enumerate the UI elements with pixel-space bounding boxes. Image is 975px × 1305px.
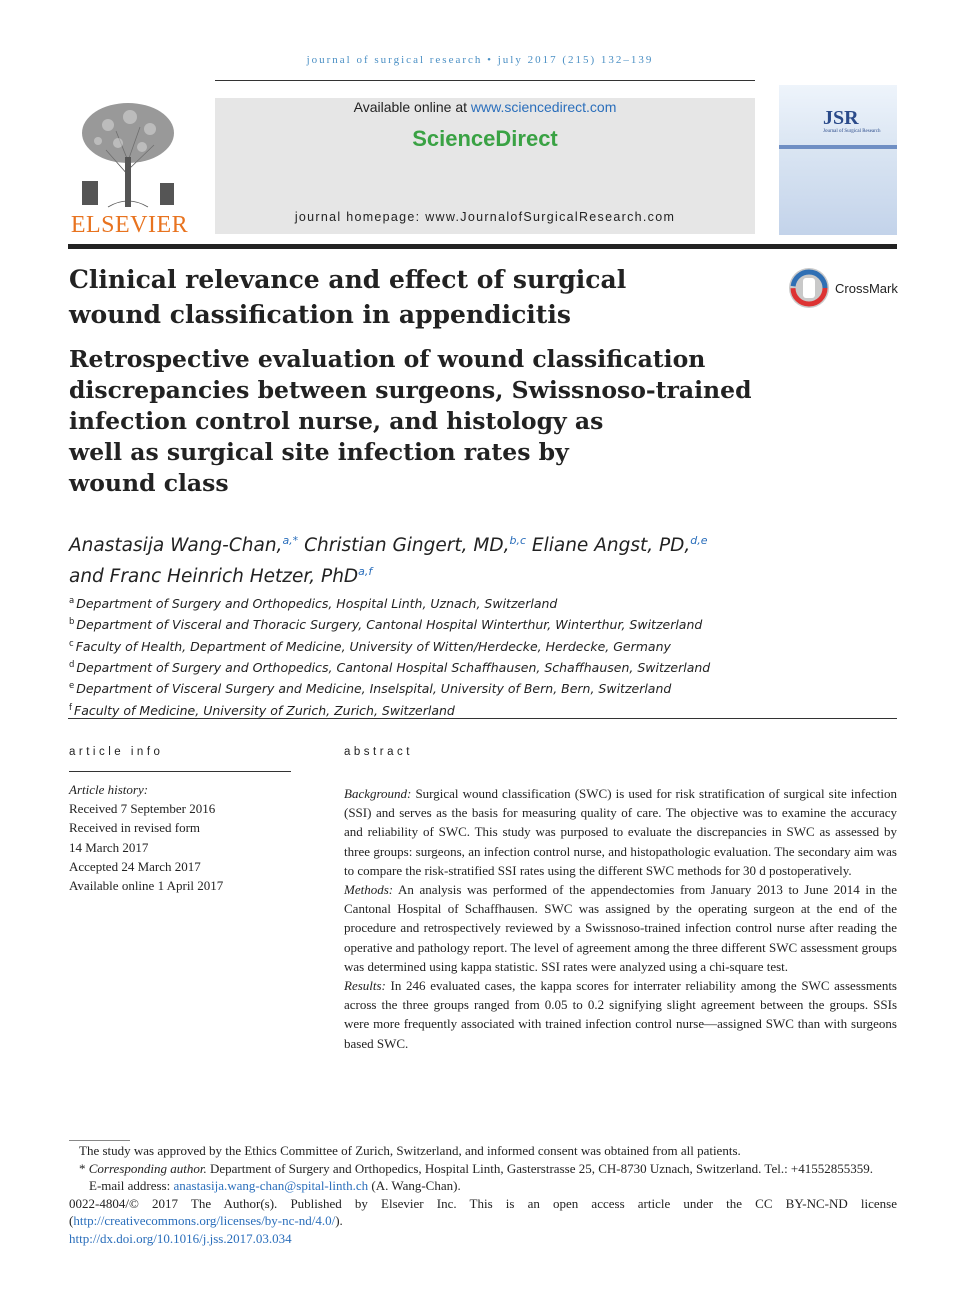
abstract-results [344, 976, 897, 1053]
abstract-background [344, 784, 897, 880]
background-text: Surgical wound classification (SWC) is used for risk stratification of surgical site infection (SSI) and serves as the basis for measuring quality of care. The objective was to examine the accuracy and reliability of SWC. This study was purposed to evaluate the discrepancies in SWC as assessed by three groups: surgeons, an infection control nurse, and histopathologic evaluation. The secondary aim was to compare the risk-stratified SSI rates using the different SWC methods for 30 d postoperatively. [344, 786, 897, 878]
section-rule [68, 718, 897, 719]
article-info-heading: article info [69, 746, 164, 758]
history-line: Received in revised form [69, 820, 201, 836]
results-label: Results: [344, 978, 386, 994]
abstract-body [344, 784, 897, 1053]
history-line: 14 March 2017 [69, 839, 149, 855]
affiliation-key: d [69, 660, 75, 671]
article-history [69, 780, 309, 895]
affiliation [69, 656, 899, 677]
article-subtitle [69, 344, 769, 499]
subtitle-line: wound class [69, 469, 229, 497]
author-list [69, 528, 869, 590]
elsevier-wordmark: ELSEVIER [70, 212, 189, 238]
corresponding-text: Department of Surgery and Orthopedics, Hospital Linth, Gasterstrasse 25, CH-8730 Uznach, Switzerland. Tel.: +41552855359. [206, 1160, 874, 1176]
journal-homepage[interactable]: journal homepage: www.JournalofSurgicalResearch.com [294, 210, 676, 224]
author-name: Anastasija Wang-Chan, [69, 535, 283, 557]
title-line-2: wound classification in appendicitis [69, 300, 571, 329]
affiliation-text: Department of Visceral and Thoracic Surgery, Cantonal Hospital Winterthur, Winterthur, Switzerland [76, 617, 703, 633]
affiliation [69, 592, 899, 613]
doi-note [69, 1230, 897, 1248]
license-suffix: ). [335, 1213, 343, 1229]
subtitle-line: discrepancies between surgeons, Swissnoso-trained [69, 376, 752, 404]
running-head: journal of surgical research • july 2017 (215) 132–139 [306, 54, 654, 66]
affiliation-key: f [69, 702, 72, 713]
author-affil-link[interactable]: a,f [358, 565, 373, 579]
cover-title: JSR [823, 107, 859, 129]
abstract-heading: abstract [344, 746, 413, 758]
cover-subtitle: Journal of Surgical Research [823, 129, 881, 134]
affiliation-key: e [69, 681, 75, 692]
subtitle-line: infection control nurse, and histology as [69, 407, 604, 435]
history-label: Article history: [69, 782, 149, 797]
corresponding-mark: * [79, 1160, 89, 1176]
email-note [69, 1177, 897, 1195]
email-label: E-mail address: [89, 1178, 174, 1194]
article-info-rule [69, 771, 291, 772]
results-text: In 246 evaluated cases, the kappa scores for interrater reliability among the SWC assessments across the three groups ranged from 0.05 to 0.2 signifying slight agreement between the groups. SSIs were more frequently associated with trained infection control nurse—assigned SWC than with surgeons based SWC. [344, 978, 897, 1051]
footnotes [69, 1142, 897, 1248]
license-note [69, 1195, 897, 1230]
history-line: Received 7 September 2016 [69, 801, 216, 817]
article-title [69, 262, 709, 332]
license-prefix: 0022-4804/© 2017 The Author(s). Published by Elsevier Inc. This is an open access article under the CC BY-NC-ND license ( [69, 1195, 897, 1229]
doi-link[interactable]: http://dx.doi.org/10.1016/j.jss.2017.03.034 [69, 1230, 292, 1246]
methods-text: An analysis was performed of the appendectomies from January 2013 to June 2014 in the Cantonal Hospital of Schaffhausen. SWC was assigned by the operating surgeon at the end of the procedure and retrospectively reviewed by a Swissnoso-trained infection control nurse after reading the operative and pathology report. The level of agreement among the three different SWC assessment groups was determined using kappa statistic. SSI rates were analyzed using a chi-square test. [344, 882, 897, 974]
author-affil-link[interactable]: a,* [282, 534, 299, 547]
email-suffix: (A. Wang-Chan). [368, 1178, 461, 1194]
masthead-rule [68, 244, 897, 249]
available-prefix: Available online at [353, 99, 471, 115]
affiliation [69, 699, 899, 720]
affiliation-list [69, 592, 899, 720]
author-name: Christian Gingert, MD, [304, 535, 510, 557]
history-line: Available online 1 April 2017 [69, 878, 224, 894]
background-label: Background: [344, 786, 412, 801]
affiliation [69, 677, 899, 698]
history-line: Accepted 24 March 2017 [69, 858, 201, 874]
affiliation-text: Faculty of Medicine, University of Zurich, Zurich, Switzerland [74, 702, 455, 718]
crossmark-label[interactable]: CrossMark [835, 281, 898, 296]
header-rule [215, 80, 755, 81]
available-online [215, 99, 755, 115]
title-line-1: Clinical relevance and effect of surgical [69, 265, 627, 294]
affiliation-text: Department of Surgery and Orthopedics, Cantonal Hospital Schaffhausen, Schaffhausen, Switzerland [76, 660, 711, 676]
corresponding-note [69, 1160, 897, 1178]
sciencedirect-brand: ScienceDirect [412, 126, 558, 151]
ethics-note: The study was approved by the Ethics Committee of Zurich, Switzerland, and informed consent was obtained from all patients. [79, 1143, 741, 1158]
sciencedirect-link[interactable]: www.sciencedirect.com [470, 99, 617, 115]
affiliation-key: c [69, 638, 74, 649]
author-name: Eliane Angst, PD, [531, 535, 691, 557]
affiliation-text: Department of Surgery and Orthopedics, Hospital Linth, Uznach, Switzerland [76, 596, 558, 612]
cover-band [779, 145, 897, 149]
author-name: and Franc Heinrich Hetzer, PhD [69, 566, 359, 588]
affiliation [69, 613, 899, 634]
subtitle-line: well as surgical site infection rates by [69, 438, 569, 466]
affiliation-text: Faculty of Health, Department of Medicine, University of Witten/Herdecke, Herdecke, Germany [75, 638, 671, 654]
affiliation-key: b [69, 617, 75, 628]
corresponding-label: Corresponding author. [88, 1160, 207, 1176]
subtitle-line: Retrospective evaluation of wound classification [69, 345, 706, 373]
journal-cover-thumbnail [779, 85, 897, 235]
abstract-methods [344, 880, 897, 976]
email-link[interactable]: anastasija.wang-chan@spital-linth.ch [173, 1178, 369, 1194]
author-affil-link[interactable]: b,c [509, 534, 527, 547]
methods-label: Methods: [344, 882, 394, 898]
author-affil-link[interactable]: d,e [690, 534, 708, 547]
affiliation-text: Department of Visceral Surgery and Medicine, Inselspital, University of Bern, Bern, Switzerland [76, 681, 672, 697]
affiliation [69, 635, 899, 656]
footnote-rule [69, 1140, 130, 1141]
affiliation-key: a [69, 596, 75, 606]
license-link[interactable]: http://creativecommons.org/licenses/by-nc-nd/4.0/ [73, 1213, 336, 1229]
